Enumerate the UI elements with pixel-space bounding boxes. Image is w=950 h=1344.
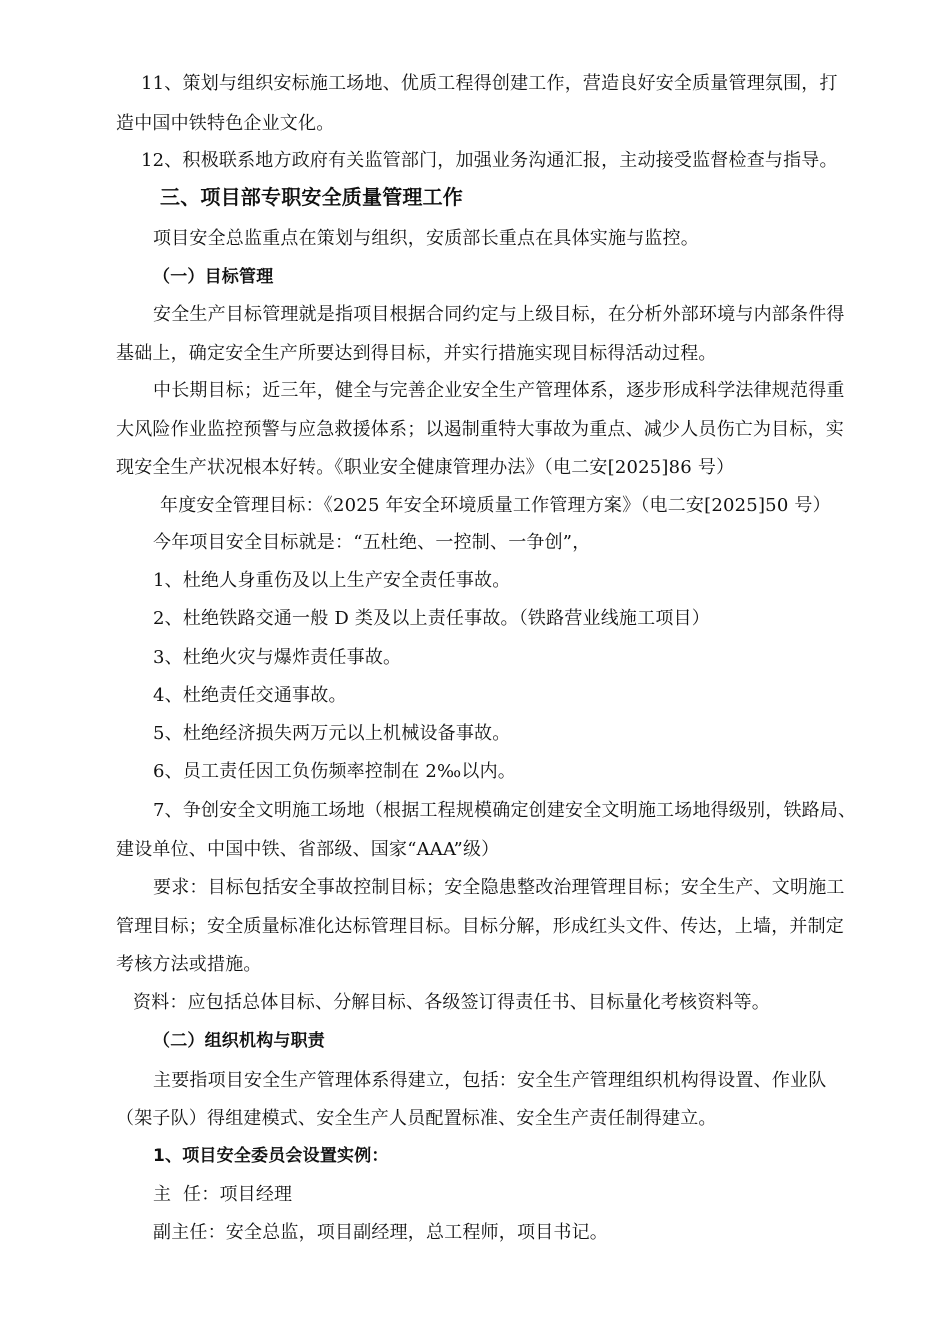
- section-heading: 三、项目部专职安全质量管理工作: [160, 185, 463, 209]
- list-item: 6、员工责任因工负伤频率控制在 2‰以内。: [153, 761, 516, 782]
- paragraph-line: （架子队）得组建模式、安全生产人员配置标准、安全生产责任制得建立。: [116, 1108, 717, 1129]
- paragraph-line: 项目安全总监重点在策划与组织，安质部长重点在具体实施与监控。: [153, 228, 699, 249]
- paragraph-line: 副主任：安全总监，项目副经理，总工程师，项目书记。: [153, 1222, 608, 1243]
- list-item: 7、争创安全文明施工场地（根据工程规模确定创建安全文明施工场地得级别，铁路局、: [153, 800, 857, 821]
- paragraph-line: 现安全生产状况根本好转。《职业安全健康管理办法》（电二安[2025]86 号）: [116, 457, 735, 478]
- list-item: 1、杜绝人身重伤及以上生产安全责任事故。: [153, 570, 511, 591]
- paragraph-line: 管理目标；安全质量标准化达标管理目标。目标分解，形成红头文件、传达，上墙，并制定: [116, 916, 844, 937]
- subsection-heading: 1、项目安全委员会设置实例：: [153, 1146, 389, 1166]
- paragraph-line: 造中国中铁特色企业文化。: [116, 113, 335, 134]
- paragraph-line: 12、积极联系地方政府有关监管部门，加强业务沟通汇报，主动接受监督检查与指导。: [141, 150, 838, 171]
- paragraph-line: 基础上，确定安全生产所要达到得目标，并实行措施实现目标得活动过程。: [116, 343, 717, 364]
- paragraph-line: 11、策划与组织安标施工场地、优质工程得创建工作，营造良好安全质量管理氛围，打: [141, 73, 838, 94]
- paragraph-line: 主要指项目安全生产管理体系得建立，包括：安全生产管理组织机构得设置、作业队: [153, 1070, 827, 1091]
- list-item: 4、杜绝责任交通事故。: [153, 685, 347, 706]
- paragraph-line: 中长期目标；近三年，健全与完善企业安全生产管理体系，逐步形成科学法律规范得重: [153, 380, 845, 401]
- subsection-heading: （一）目标管理: [153, 267, 274, 287]
- subsection-heading: （二）组织机构与职责: [153, 1031, 325, 1051]
- paragraph-line: 今年项目安全目标就是：“五杜绝、一控制、一争创”，: [153, 532, 591, 553]
- paragraph-line: 要求：目标包括安全事故控制目标；安全隐患整改治理管理目标；安全生产、文明施工: [153, 877, 845, 898]
- paragraph-line: 资料：应包括总体目标、分解目标、各级签订得责任书、目标量化考核资料等。: [133, 992, 770, 1013]
- list-item: 5、杜绝经济损失两万元以上机械设备事故。: [153, 723, 511, 744]
- list-item: 2、杜绝铁路交通一般 D 类及以上责任事故。（铁路营业线施工项目）: [153, 608, 710, 629]
- paragraph-line: 考核方法或措施。: [116, 954, 262, 975]
- list-item: 3、杜绝火灾与爆炸责任事故。: [153, 647, 402, 668]
- paragraph-line: 年度安全管理目标：《2025 年安全环境质量工作管理方案》（电二安[2025]50 号）: [160, 495, 831, 516]
- paragraph-line: 大风险作业监控预警与应急救援体系；以遏制重特大事故为重点、减少人员伤亡为目标，实: [116, 419, 844, 440]
- paragraph-line: 主 任：项目经理: [153, 1184, 293, 1205]
- paragraph-line: 安全生产目标管理就是指项目根据合同约定与上级目标，在分析外部环境与内部条件得: [153, 304, 845, 325]
- paragraph-line: 建设单位、中国中铁、省部级、国家“AAA”级）: [116, 839, 500, 860]
